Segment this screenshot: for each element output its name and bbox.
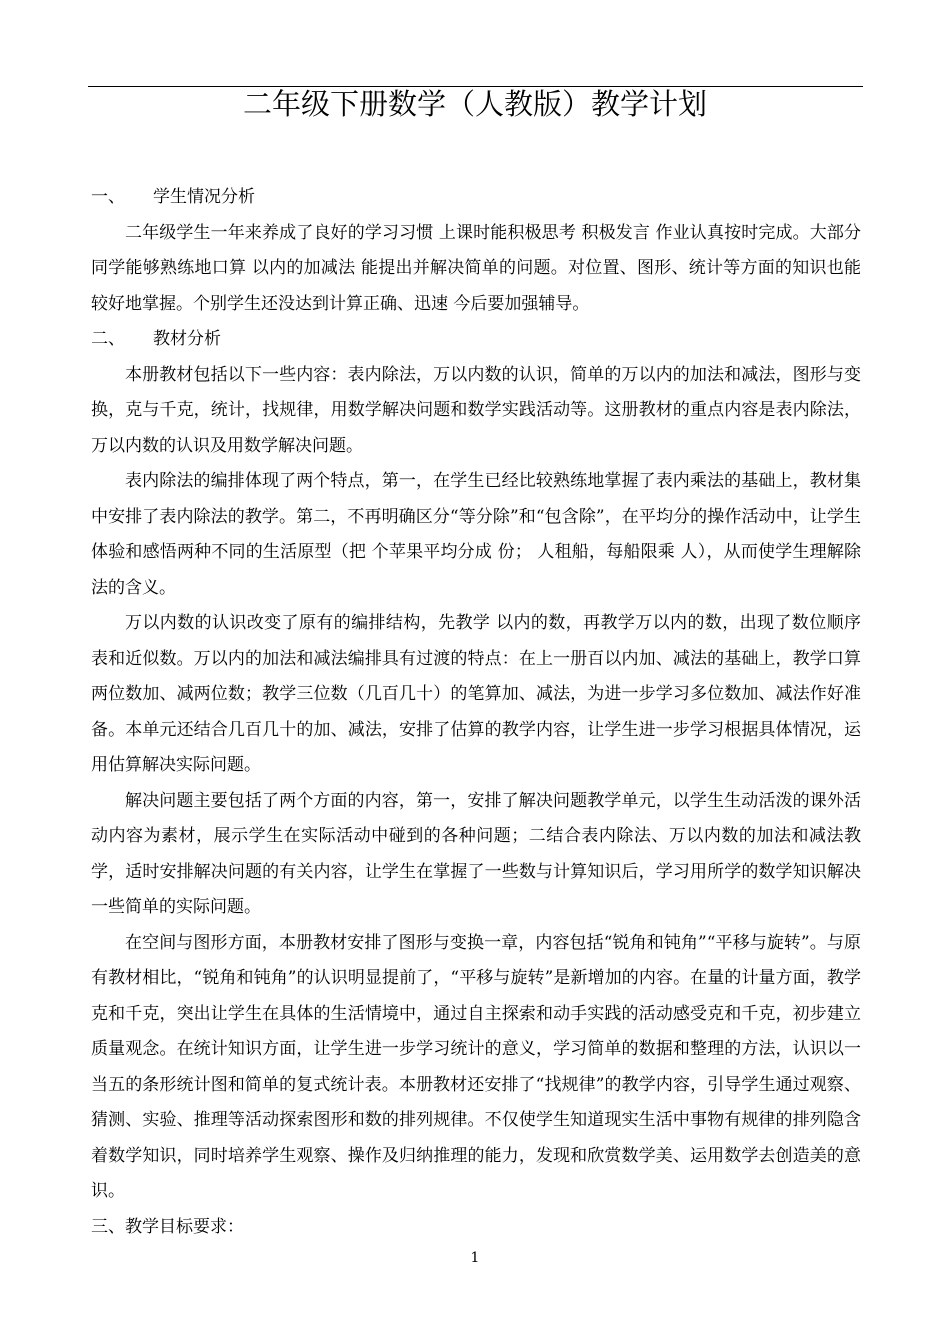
section-title: 教学目标要求： [125, 1216, 244, 1237]
paragraph: 二年级学生一年来养成了良好的学习习惯 上课时能积极思考 积极发言 作业认真按时完成。大部分同学能够熟练地口算 以内的加减法 能提出并解决简单的问题。对位置、图形、统计等方面的知识也能较好地掌握。个别学生还没达到计算正确、迅速 今后要加强辅导。 [91, 222, 861, 314]
page-number: 1 [470, 1250, 480, 1266]
paragraph: 在空间与图形方面，本册教材安排了图形与变换一章，内容包括“锐角和钝角”“平移与旋转”。与原有教材相比，“锐角和钝角”的认识明显提前了，“平移与旋转”是新增加的内容。在量的计量方面，教学克和千克，突出让学生在具体的生活情境中，通过自主探索和动手实践的活动感受克和千克，初步建立质量观念。在统计知识方面，让学生进一步学习统计的意义，学习简单的数据和整理的方法，认识以一当五的条形统计图和简单的复式统计表。本册教材还安排了“找规律”的教学内容，引导学生通过观察、猜测、实验、推理等活动探索图形和数的排列规律。不仅使学生知道现实生活中事物有规律的排列隐含着数学知识，同时培养学生观察、操作及归纳推理的能力，发现和欣赏数学美、运用数学去创造美的意识。 [91, 932, 861, 1201]
paragraph: 表内除法的编排体现了两个特点，第一，在学生已经比较熟练地掌握了表内乘法的基础上，教材集中安排了表内除法的教学。第二，不再明确区分“等分除”和“包含除”，在平均分的操作活动中，让学生体验和感悟两种不同的生活原型（把 个苹果平均分成 份； 人租船，每船限乘 人），从而使学生理解除法的含义。 [91, 471, 861, 598]
section-heading-1 [91, 180, 861, 216]
page-title: 二年级下册数学（人教版）教学计划 [242, 87, 707, 121]
section-title: 教材分析 [153, 329, 221, 349]
paragraph: 解决问题主要包括了两个方面的内容，第一，安排了解决问题教学单元，以学生生动活泼的课外活动内容为素材，展示学生在实际活动中碰到的各种问题；二结合表内除法、万以内数的加法和减法教学，适时安排解决问题的有关内容，让学生在掌握了一些数与计算知识后，学习用所学的数学知识解决一些简单的实际问题。 [91, 790, 861, 917]
section-heading-2 [91, 322, 861, 358]
section-number: 一、 [91, 187, 125, 207]
section-number: 三、 [91, 1216, 125, 1237]
paragraph: 本册教材包括以下一些内容：表内除法，万以内数的认识，简单的万以内的加法和减法，图形与变换，克与千克，统计，找规律，用数学解决问题和数学实践活动等。这册教材的重点内容是表内除法，万以内数的认识及用数学解决问题。 [91, 364, 861, 456]
section-number: 二、 [91, 329, 125, 349]
section-title: 学生情况分析 [153, 187, 255, 207]
section-heading-3 [91, 1210, 861, 1246]
document-body [91, 180, 861, 1245]
paragraph: 万以内数的认识改变了原有的编排结构，先教学 以内的数，再教学万以内的数，出现了数位顺序表和近似数。万以内的加法和减法编排具有过渡的特点：在上一册百以内加、减法的基础上，教学口算两位数加、减两位数；教学三位数（几百几十）的笔算加、减法，为进一步学习多位数加、减法作好准备。本单元还结合几百几十的加、减法，安排了估算的教学内容，让学生进一步学习根据具体情况，运用估算解决实际问题。 [91, 613, 861, 775]
